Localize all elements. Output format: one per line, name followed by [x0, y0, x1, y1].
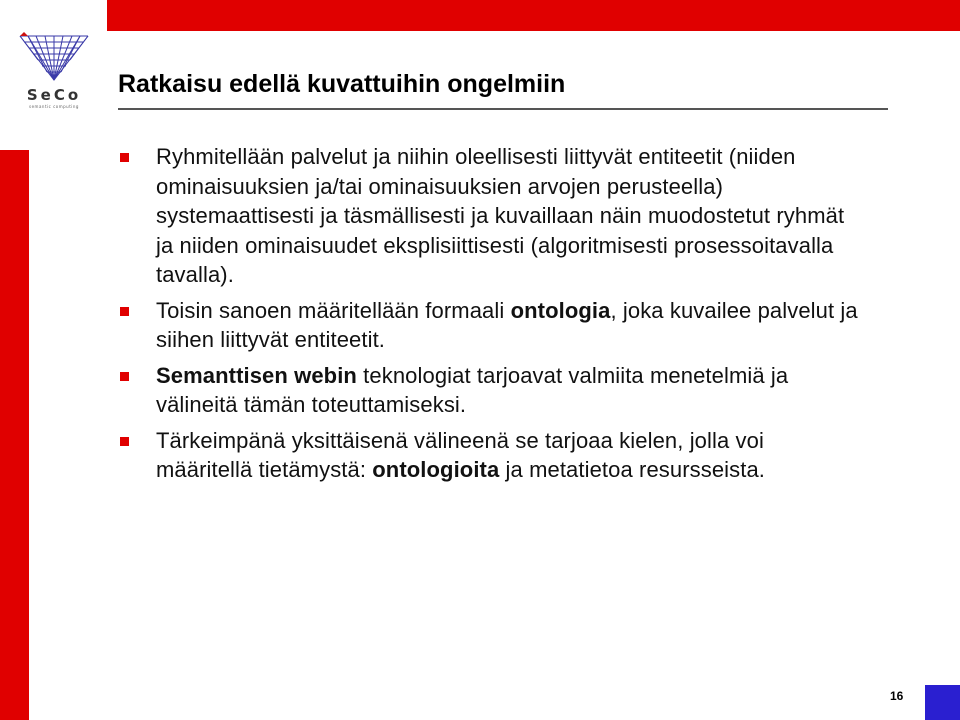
title-underline: [118, 108, 888, 110]
logo-wordmark: SeCo: [26, 86, 82, 104]
bullet-item: [120, 142, 860, 290]
bullet-text: [156, 426, 860, 485]
bullet-item: [120, 361, 860, 420]
text-run: ja metatietoa resursseista.: [499, 457, 766, 482]
bullet-item: [120, 426, 860, 485]
logo-subtext: semantic computing: [29, 104, 79, 109]
text-run: teknologiat tarjoavat valmiita menetelmiä ja välineitä tämän toteuttamiseksi.: [156, 362, 789, 417]
left-red-bar: [0, 150, 29, 720]
bold-term: ontologia: [510, 297, 611, 323]
slide-title: Ratkaisu edellä kuvattuihin ongelmiin: [118, 70, 566, 98]
bullet-item: [120, 296, 860, 355]
bullet-list: [120, 142, 860, 491]
square-bullet-icon: [120, 307, 129, 316]
corner-blue-block: [925, 685, 960, 720]
bullet-text: [156, 142, 860, 290]
page-number: 16: [890, 689, 904, 703]
bold-term: Semanttisen webin: [156, 362, 357, 388]
logo-net-icon: [12, 30, 96, 86]
bold-term: ontologioita: [372, 457, 500, 482]
square-bullet-icon: [120, 372, 129, 381]
text-run: Toisin sanoen määritellään formaali: [156, 297, 511, 323]
text-run: Ryhmitellään palvelut ja niihin oleellisesti liittyvät entiteetit (niiden ominaisuuksien ja/tai ominaisuuksien arvojen perusteella) systemaattisesti ja täsmällisesti ja kuvaillaan näin muodostetut ryhmät ja niiden ominaisuudet eksplisiittisesti (algoritmisesti prosessoitavalla tavalla).: [156, 144, 845, 287]
square-bullet-icon: [120, 153, 129, 162]
seco-logo: [12, 30, 96, 110]
text-run: , joka kuvailee palvelut ja siihen liittyvät entiteetit.: [156, 297, 858, 352]
bullet-text: [156, 296, 860, 355]
square-bullet-icon: [120, 437, 129, 446]
text-run: Tärkeimpänä yksittäisenä välineenä se tarjoaa kielen, jolla voi määritellä tietämystä:: [156, 427, 764, 482]
top-red-bar: [107, 0, 960, 31]
bullet-text: [156, 361, 860, 420]
